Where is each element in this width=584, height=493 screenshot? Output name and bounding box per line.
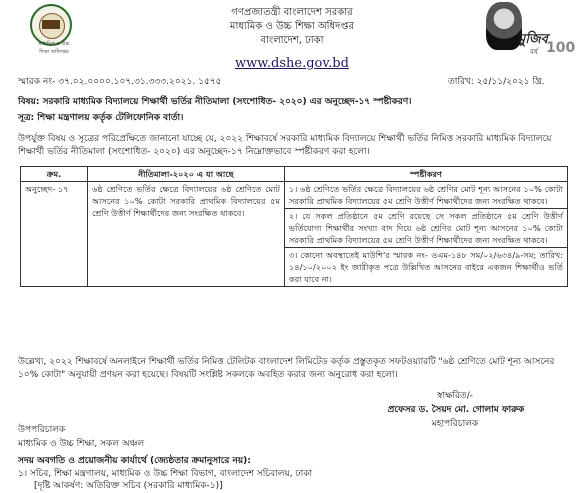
logo-caption: মাধ্যমিক ও উচ্চ শিক্ষা অধিদপ্তর [38,41,70,55]
recipient-line-2: মাধ্যমিক ও উচ্চ শিক্ষা, সকল অঞ্চল [18,439,145,449]
source-line: সূত্র: শিক্ষা মন্ত্রণালয় কর্তৃক টেলিফোনিক বার্তা। [18,113,184,123]
mujib-word: মুজিব [518,32,548,47]
portrait-image [486,2,522,50]
table-header-policy: নীতিমালা-২০২০ এ যা আছে [88,167,285,182]
dshe-logo [30,4,72,55]
clarification-item-3: ৩। কোনো অবস্থাতেই মাউশি'র স্মারক নং- ওএম-১৪৮ সম/০২/৬৩৪/৯-সম; তারিখ: ১৪/১০/২০০২ ইং জারীকৃত পত্রে উল্লিখিত আসনের বাইরে একজন শিক্ষার্থীও ভর্তি করা যাবে না। [289,250,563,284]
mujib-sub: বর্ষ [530,48,538,56]
signature-mark: স্বাক্ষরিত/- [437,391,473,401]
header-line-2: মাধ্যমিক ও উচ্চ শিক্ষা অধিদপ্তর [229,21,355,32]
table-cell-serial: অনুচ্ছেদ- ১৭ [21,182,88,287]
table-header-clarification: স্পষ্টীকরণ [285,167,568,182]
table-cell-policy: ৬ষ্ঠ শ্রেণিতে ভর্তির ক্ষেত্রে বিদ্যালয়ের ৬ষ্ঠ শ্রেণিতে মোট আসনের ১০% কোটা সরকারি প্রাথমিক বিদ্যালয়ের ৫ম শ্রেণি উত্তীর্ণ শিক্ষার্থীদের জন্য সংরক্ষিত থাকবে। [88,182,285,287]
policy-table [20,166,568,287]
website-link[interactable]: www.dshe.gov.bd [235,56,349,71]
memo-reference: স্মারক নং- ৩৭.০২.০০০০.১০৭.৩১.৩৩৩.২০২১. ১৫৭৫ [18,77,222,87]
mujib-number: 100 [546,40,576,56]
clarification-item-1: ১। ৬ষ্ঠ শ্রেণিতে ভর্তির ক্ষেত্রে বিদ্যালয়ের ৬ষ্ঠ শ্রেণির মোট শূন্য আসনের ১০% কোটা সরকারি প্রাথমিক বিদ্যালয়ের ৫ম শ্রেণি উত্তীর্ণ শিক্ষার্থীদের জন্য সংরক্ষিত থাকবে। [285,182,567,209]
clarification-item-2: ২। যে সকল প্রতিষ্ঠানে ৫ম শ্রেণি রয়েছে সে সকল প্রতিষ্ঠানে ৫ম শ্রেণি উত্তীর্ণ ভর্তিযোগ্য শিক্ষার্থীর সংখ্যা বাদ দিয়ে ৬ষ্ঠ শ্রেণির মোট শূন্য আসনের ১০% কোটা সরকারি প্রাথমিক বিদ্যালয়ের ৫ম শ্রেণি উত্তীর্ণ শিক্ষার্থীদের জন্য সংরক্ষিত থাকবে। [285,209,567,248]
header-line-1: গণপ্রজাতন্ত্রী বাংলাদেশ সরকার [231,7,353,18]
signatory-name: প্রফেসর ড. সৈয়দ মো. গোলাম ফারুক [387,405,525,415]
memo-date: তারিখ: ২৫/১১/২০২১ খ্রি. [448,77,545,87]
body-paragraph: উপর্যুক্ত বিষয় ও সূত্রের পরিপ্রেক্ষিতে জানানো যাচ্ছে যে, ২০২২ শিক্ষাবর্ষে সরকারি মাধ্যমিক বিদ্যালয়ে শিক্ষার্থী ভর্তির নিমিত্ত সরকারি মাধ্যমিক বিদ্যালয়ে শিক্ষার্থী ভর্তির নীতিমালা (সংশোধিত- ২০২০) এর অনুচ্ছেদ-১৭ নিম্নোক্তভাবে স্পষ্টীকরণ করা হলো। [18,134,552,157]
subject-line: বিষয়: সরকারি মাধ্যমিক বিদ্যালয়ে শিক্ষার্থী ভর্তির নীতিমালা (সংশোধিত- ২০২০) এর অনুচ্ছেদ-১৭ স্পষ্টীকরণ। [18,97,412,107]
closing-paragraph: উল্লেখ্য, ২০২২ শিক্ষাবর্ষে অনলাইনে শিক্ষার্থী ভর্তির নিমিত্ত টেলিটক বাংলাদেশ লিমিটেড কর্তৃক প্রস্তুতকৃত সফটওয়্যারটি "৬ষ্ঠ শ্রেণিতে মোট শূন্য আসনের ১০% কোটা" অনুযায়ী প্রণয়ন করা হয়েছে। বিষয়টি সংশ্লিষ্ট সকলকে অবহিত করার জন্য অনুরোধ করা হলো। [18,357,555,380]
copy-item-1-note: [দৃষ্টি আকর্ষণ: অতিরিক্ত সচিব (সরকারি মাধ্যমিক-১)] [34,481,223,491]
recipient-line-1: উপপরিচালক [18,425,66,435]
header-line-3: বাংলাদেশ, ঢাকা [260,35,324,46]
table-header-serial: ক্রম. [21,167,88,182]
mujib-borsho-logo [480,2,576,64]
table-row [21,182,568,287]
signatory-title: মহাপরিচালক [431,419,479,429]
copy-item-1: ১। সচিব, শিক্ষা মন্ত্রণালয়, মাধ্যমিক ও উচ্চ শিক্ষা বিভাগ, বাংলাদেশ সচিবালয়, ঢাকা [18,469,313,479]
copy-heading: সদয় অবগতি ও প্রয়োজনীয় কার্যার্থে (জ্যেষ্ঠতার ক্রমানুসারে নয়): [18,456,251,466]
